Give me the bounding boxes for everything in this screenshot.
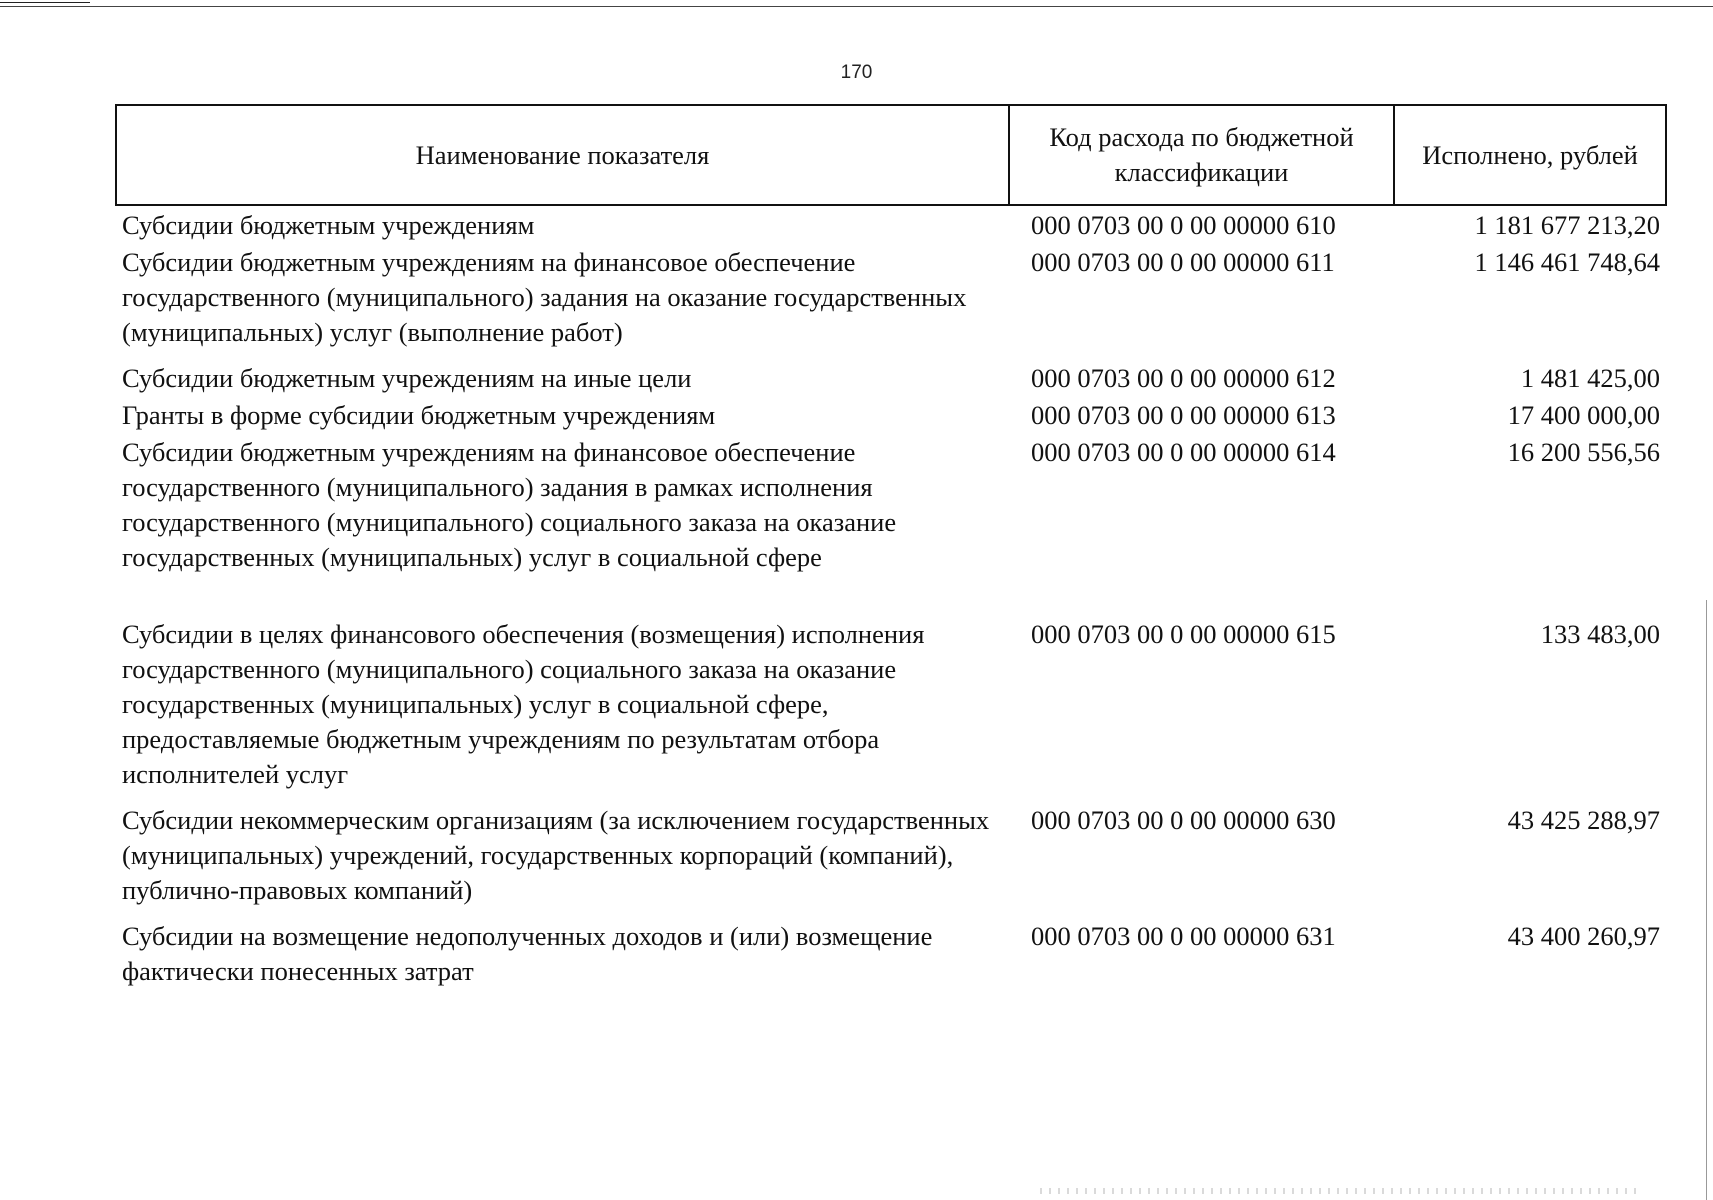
header-indicator-name: Наименование показателя xyxy=(116,105,1009,205)
scan-noise xyxy=(1040,1188,1640,1194)
table-header xyxy=(116,105,1666,205)
row-budget-code: 000 0703 00 0 00 00000 631 xyxy=(1031,921,1336,951)
row-budget-code: 000 0703 00 0 00 00000 615 xyxy=(1031,619,1336,649)
right-edge-line xyxy=(1706,600,1707,1200)
top-border-line-left xyxy=(0,2,90,3)
top-border-line xyxy=(0,6,1713,7)
row-budget-code: 000 0703 00 0 00 00000 611 xyxy=(1031,247,1335,277)
header-executed-amount: Исполнено, рублей xyxy=(1394,105,1666,205)
row-indicator-name: Субсидии бюджетным учреждениям на финансовое обеспечение государственного (муниципального) задания на оказание государственных (муниципальных) услуг (выполнение работ) xyxy=(122,247,967,347)
row-budget-code: 000 0703 00 0 00 00000 612 xyxy=(1031,363,1336,393)
table-row xyxy=(116,205,1666,245)
table-row xyxy=(116,919,1666,991)
row-indicator-name: Субсидии некоммерческим организациям (за исключением государственных (муниципальных) учреждений, государственных корпораций (компаний), публично-правовых компаний) xyxy=(122,805,990,905)
row-indicator-name: Гранты в форме субсидии бюджетным учреждениям xyxy=(122,400,716,430)
table-row xyxy=(116,398,1666,435)
row-budget-code: 000 0703 00 0 00 00000 630 xyxy=(1031,805,1336,835)
table-row xyxy=(116,245,1666,361)
table-header-row xyxy=(116,105,1666,205)
page-number: 170 xyxy=(840,62,873,83)
row-indicator-name: Субсидии на возмещение недополученных доходов и (или) возмещение фактически понесенных затрат xyxy=(122,921,933,986)
row-executed-amount: 133 483,00 xyxy=(1540,619,1660,649)
row-budget-code: 000 0703 00 0 00 00000 614 xyxy=(1031,437,1336,467)
row-executed-amount: 43 400 260,97 xyxy=(1507,921,1660,951)
table-row xyxy=(116,361,1666,398)
row-indicator-name: Субсидии в целях финансового обеспечения (возмещения) исполнения государственного (муниципального) социального заказа на оказание государственных (муниципальных) услуг в социальной сфере, предоставляемые бюджетным учреждениям по результатам отбора исполнителей услуг xyxy=(122,619,925,789)
table-row xyxy=(116,803,1666,919)
row-executed-amount: 43 425 288,97 xyxy=(1507,805,1660,835)
row-indicator-name: Субсидии бюджетным учреждениям на финансовое обеспечение государственного (муниципального) задания в рамках исполнения государственного (муниципального) социального заказа на оказание государственных (муниципальных) услуг в социальной сфере xyxy=(122,437,897,572)
row-executed-amount: 17 400 000,00 xyxy=(1507,400,1660,430)
table-row xyxy=(116,617,1666,803)
row-indicator-name: Субсидии бюджетным учреждениям xyxy=(122,210,535,240)
row-executed-amount: 16 200 556,56 xyxy=(1507,437,1660,467)
header-budget-code: Код расхода по бюджетной классификации xyxy=(1009,105,1394,205)
budget-execution-table xyxy=(115,104,1667,991)
table-body xyxy=(116,205,1666,991)
row-indicator-name: Субсидии бюджетным учреждениям на иные цели xyxy=(122,363,692,393)
row-executed-amount: 1 481 425,00 xyxy=(1520,363,1660,393)
table-row xyxy=(116,435,1666,617)
row-budget-code: 000 0703 00 0 00 00000 613 xyxy=(1031,400,1336,430)
row-executed-amount: 1 146 461 748,64 xyxy=(1474,247,1660,277)
row-executed-amount: 1 181 677 213,20 xyxy=(1474,210,1660,240)
row-budget-code: 000 0703 00 0 00 00000 610 xyxy=(1031,210,1336,240)
